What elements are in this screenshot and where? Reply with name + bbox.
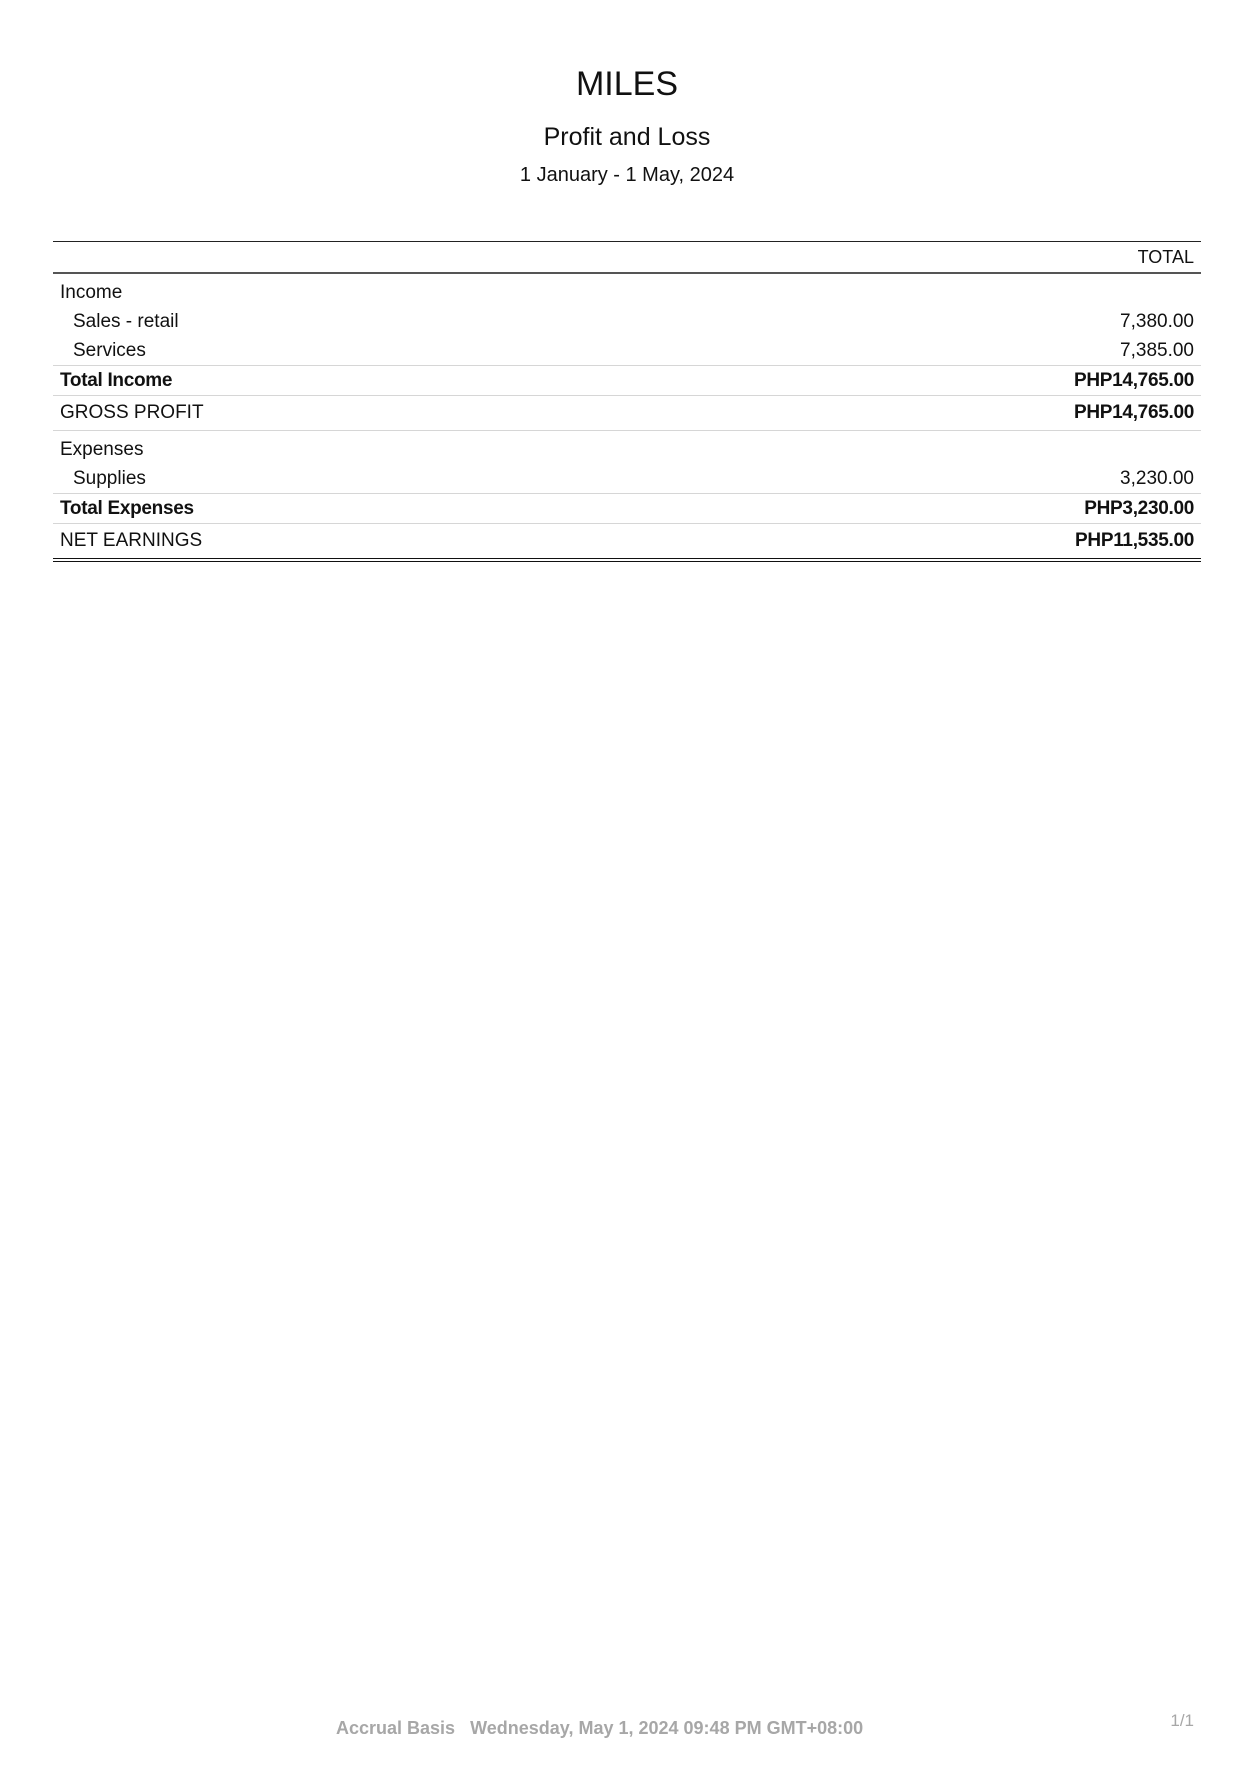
line-item-amount: 7,380.00 — [1120, 310, 1194, 332]
company-name: MILES — [575, 65, 679, 103]
expenses-section-row — [53, 435, 1201, 464]
table-row — [53, 336, 1201, 366]
gross-profit-row — [53, 396, 1201, 431]
total-income-row — [53, 366, 1201, 396]
gross-profit-label: GROSS PROFIT — [60, 402, 204, 423]
table-row — [53, 464, 1201, 494]
total-expenses-amount: PHP3,230.00 — [1084, 497, 1194, 519]
net-earnings-amount: PHP11,535.00 — [1075, 530, 1194, 551]
line-item-label: Sales - retail — [73, 310, 179, 332]
line-item-label: Supplies — [73, 467, 146, 489]
report-footer — [336, 1718, 863, 1739]
total-income-amount: PHP14,765.00 — [1074, 369, 1194, 391]
gross-profit-amount: PHP14,765.00 — [1074, 402, 1194, 423]
total-expenses-row — [53, 494, 1201, 524]
column-header-row — [53, 242, 1201, 274]
column-header-total: TOTAL — [1137, 246, 1194, 267]
accounting-basis: Accrual Basis — [336, 1718, 456, 1738]
report-period: 1 January - 1 May, 2024 — [519, 164, 735, 186]
line-item-label: Services — [73, 339, 146, 361]
table-row — [53, 307, 1201, 336]
net-earnings-label: NET EARNINGS — [60, 530, 203, 551]
net-earnings-row — [53, 524, 1201, 562]
report-timestamp: Wednesday, May 1, 2024 09:48 PM GMT+08:00 — [470, 1718, 864, 1738]
income-section-row — [53, 278, 1201, 307]
line-item-amount: 3,230.00 — [1120, 467, 1194, 489]
report-table — [53, 241, 1201, 562]
total-expenses-label: Total Expenses — [60, 497, 194, 519]
report-title: Profit and Loss — [543, 123, 711, 151]
total-income-label: Total Income — [60, 369, 173, 391]
line-item-amount: 7,385.00 — [1120, 339, 1194, 361]
expenses-section-label: Expenses — [60, 438, 144, 460]
page-number: 1/1 — [1170, 1711, 1194, 1730]
income-section-label: Income — [60, 281, 123, 303]
